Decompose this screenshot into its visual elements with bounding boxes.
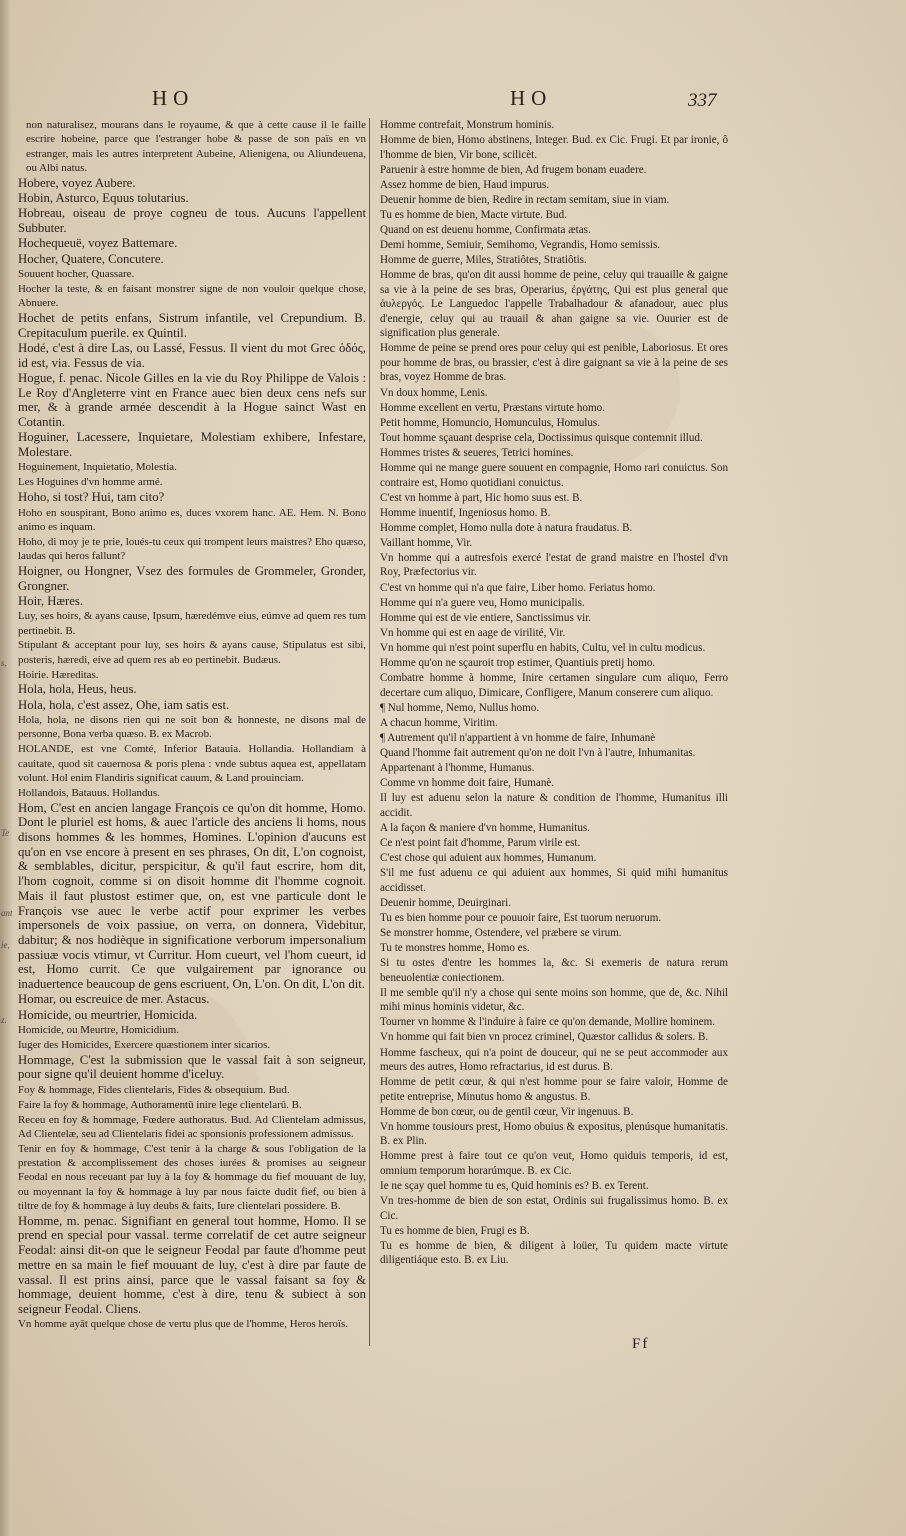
dictionary-entry: Homme de bien, Homo abstinens, Integer. Bud. ex Cic. Frugi. Et par ironie, ô l'homme de bien, Vir bone, scilicèt. [380, 134, 728, 161]
running-head-left: HO [152, 86, 195, 110]
dictionary-entry: A la façon & maniere d'vn homme, Humanitus. [380, 821, 590, 834]
dictionary-entry: Petit homme, Homuncio, Homunculus, Homulus. [380, 416, 601, 429]
running-head-right: HO [510, 86, 553, 110]
dictionary-entry: Ce n'est point fait d'homme, Parum virile est. [380, 836, 581, 849]
dictionary-entry: Tu es homme de bien, & diligent à loüer, Tu quidem macte virtute diligentiáque esto. B. ex Liu. [380, 1239, 728, 1267]
dictionary-entry: Paruenir à estre homme de bien, Ad frugem bonam euadere. [380, 163, 647, 176]
dictionary-entry: Comme vn homme doit faire, Humanè. [380, 777, 555, 790]
right-column [380, 118, 728, 1268]
dictionary-entry: S'il me fust aduenu ce qui aduient aux hommes, Si quid mihi humanitus accidisset. [380, 867, 728, 894]
dictionary-entry: Homme de bon cœur, ou de gentil cœur, Vir ingenuus. B. [380, 1105, 634, 1118]
dictionary-entry: Quand on est deuenu homme, Confirmata ætas. [380, 224, 591, 237]
dictionary-entry: Hoguiner, Lacessere, Inquietare, Molestiam exhibere, Infestare, Molestare. [18, 430, 366, 460]
dictionary-entry: C'est vn homme à part, Hic homo suus est. B. [380, 491, 583, 504]
dictionary-entry: Combatre homme à homme, Inire certamen singulare cum aliquo, Ferro decertare cum aliquo, Dimicare, Confligere, Manum conserere cum aliquo. [380, 672, 728, 699]
dictionary-entry: A chacun homme, Viritim. [380, 716, 498, 729]
dictionary-entry: Homme fascheux, qui n'a point de douceur, qui ne se peut accommoder aux meurs des autres, Homo refractarius, id est durus. B. [380, 1046, 728, 1073]
dictionary-entry: Hogue, f. penac. Nicole Gilles en la vie du Roy Philippe de Valois : Le Roy d'Angleterre vint en France auec bien deux cens nefs sur mer, & à grande armée descendit à la Hogue sainct Wast en Cotantin. [18, 371, 366, 430]
dictionary-entry: Deuenir homme, Deuirginari. [380, 896, 512, 909]
dictionary-entry: Vn homme qui a autresfois exercé l'estat de grand maistre en l'hostel d'vn Roy, Præfectorius vir. [380, 551, 728, 579]
margin-fragment: z. [1, 1015, 7, 1025]
binding-gutter [0, 0, 12, 1536]
column-rule [369, 118, 370, 1346]
margin-fragment: s. [1, 658, 7, 668]
dictionary-entry: Hochequeuë, voyez Battemare. [18, 236, 178, 251]
margin-fragment: Te [1, 828, 10, 838]
margin-fragment: ie, [1, 940, 10, 950]
dictionary-entry: Vn homme tousiours prest, Homo obuius & expositus, plenúsque humanitatis. B. ex Plin. [380, 1120, 728, 1148]
dictionary-entry: Hoho, si tost? Hui, tam cito? [18, 490, 165, 505]
dictionary-entry: Hola, hola, ne disons rien qui ne soit bon & honneste, ne disons mal de personne, Bona verba quæso. B. ex Macrob. [18, 714, 366, 741]
dictionary-entry: Foy & hommage, Fides clientelaris, Fides & obsequium. Bud. [18, 1083, 290, 1096]
dictionary-entry: Hocher, Quatere, Concutere. [18, 251, 164, 266]
dictionary-entry: Hoho en souspirant, Bono animo es, duces vxorem hanc. AE. Hem. N. Bono animo es inquam. [18, 506, 366, 533]
signature-mark: Ff [632, 1336, 650, 1352]
dictionary-entry: Homme qu'on ne sçauroit trop estimer, Quantiuis pretij homo. [380, 657, 656, 670]
dictionary-entry: Vn tres-homme de bien de son estat, Ordinis sui frugalissimus homo. B. ex Cic. [380, 1195, 728, 1222]
dictionary-entry: Homme qui n'a guere veu, Homo municipalis. [380, 596, 585, 609]
dictionary-entry: Ie ne sçay quel homme tu es, Quid hominis es? B. ex Terent. [380, 1179, 649, 1192]
dictionary-entry: Tu es homme de bien, Macte virtute. Bud. [380, 208, 567, 221]
dictionary-entry: Tu es bien homme pour ce pouuoir faire, Est tuorum neruorum. [380, 911, 662, 924]
dictionary-entry: Homicide, ou meurtrier, Homicida. [18, 1007, 198, 1022]
dictionary-entry: Homme inuentif, Ingeniosus homo. B. [380, 506, 551, 519]
dictionary-entry: Demi homme, Semiuir, Semihomo, Vegrandis, Homo semissis. [380, 239, 661, 252]
dictionary-entry: Homme qui est de vie entiere, Sanctissimus vir. [380, 611, 592, 624]
dictionary-entry: Hobreau, oiseau de proye cogneu de tous. Aucuns l'appellent Subbuter. [18, 206, 366, 236]
dictionary-entry: Faire la foy & hommage, Authoramentū inire lege clientelarū. B. [18, 1098, 302, 1111]
dictionary-entry: Homme de peine se prend ores pour celuy qui est penible, Laboriosus. Et ores pour homme de bras, ou brassier, c'est à dire gaignant sa vie à la peine de ses bras, voyez Homme de bras. [380, 342, 728, 384]
dictionary-entry: Hoir, Hæres. [18, 593, 84, 608]
left-column [18, 118, 366, 1332]
dictionary-entry: Quand l'homme fait autrement qu'on ne doit l'vn à l'autre, Inhumanitas. [380, 747, 696, 759]
dictionary-entry: Vn homme qui est en aage de virilité, Vir. [380, 626, 566, 639]
dictionary-entry: Iuger des Homicides, Exercere quæstionem inter sicarios. [18, 1038, 271, 1051]
dictionary-entry: Hommes tristes & seueres, Tetrici homines. [380, 446, 574, 459]
dictionary-entry: Il me semble qu'il n'y a chose qui sente moins son homme, que de, &c. Nihil mihi minus hominis videtur, &c. [380, 986, 728, 1014]
dictionary-entry: Hobin, Asturco, Equus tolutarius. [18, 191, 189, 206]
dictionary-entry: C'est chose qui aduient aux hommes, Humanum. [380, 852, 597, 865]
dictionary-entry: Tu te monstres homme, Homo es. [380, 942, 530, 955]
dictionary-entry: Homme excellent en vertu, Præstans virtute homo. [380, 401, 605, 414]
dictionary-entry: Deuenir homme de bien, Redire in rectam semitam, siue in viam. [380, 193, 670, 206]
dictionary-entry: Vn homme ayāt quelque chose de vertu plus que de l'homme, Heros heroïs. [18, 1318, 349, 1331]
dictionary-entry: Homme, m. penac. Signifiant en general tout homme, Homo. Il se prend en special pour vassal. terme correlatif de cet autre seigneur Feodal: ainsi dit-on que le seigneur Feodal par faute d'homme peut mettre en sa main le fief mouuant de luy, c'est à dire par faute de vassal. Il est prins ainsi, parce que le vassal faisant sa foy & hommage, deuient homme, c'est à dire, tenu & subiect à son seigneur Feodal. Cliens. [18, 1213, 366, 1316]
dictionary-entry: Souuent hocher, Quassare. [18, 267, 135, 280]
page-number: 337 [688, 90, 717, 111]
dictionary-entry: Si tu ostes d'entre les hommes la, &c. Si exemeris de natura rerum beneuolentiæ coniectionem. [380, 957, 728, 984]
dictionary-entry: Hocher la teste, & en faisant monstrer signe de non vouloir quelque chose, Abnuere. [18, 282, 366, 310]
dictionary-entry: Homme de bras, qu'on dit aussi homme de peine, celuy qui trauaille & gaigne sa vie à la peine de ses bras, Operarius, ἐργάτης, Qui est plus general que ἀυλεργός. Le Languedoc l'appelle Trabalhadour & afanadour, auec plus d'energie, celuy qui au trauail & ahan gaigne sa vie. Ouurier est de signification plus generale. [380, 269, 728, 340]
dictionary-entry: Tourner vn homme & l'induire à faire ce qu'on demande, Mollire hominem. [380, 1016, 716, 1029]
dictionary-entry: Hommage, C'est la submission que le vassal fait à son seigneur, pour signe qu'il deuient homme d'iceluy. [18, 1052, 366, 1082]
dictionary-entry: Hoigner, ou Hongner, Vsez des formules de Grommeler, Gronder, Grongner. [18, 563, 366, 593]
dictionary-entry: Homar, ou escreuice de mer. Astacus. [18, 992, 210, 1007]
dictionary-entry: Hollandois, Batauus. Hollandus. [18, 786, 160, 799]
dictionary-entry: Tout homme sçauant desprise cela, Doctissimus quisque contemnit illud. [380, 431, 703, 444]
dictionary-entry: Hoho, di moy je te prie, loués-tu ceux qui trompent leurs maistres? Eho quæso, laudas qui heros fallunt? [18, 535, 366, 563]
dictionary-entry: Vn homme qui n'est point superflu en habits, Cultu, vel in cultu modicus. [380, 641, 706, 654]
dictionary-entry: Appartenant à l'homme, Humanus. [380, 762, 535, 775]
dictionary-entry: Hochet de petits enfans, Sistrum infantile, vel Crepundium. B. Crepitaculum puerile. ex Quintil. [18, 311, 366, 340]
dictionary-entry: Receu en foy & hommage, Fœdere authoratus. Bud. Ad Clientelam admissus, Ad Clientelæ, seu ad Clientelaris fidei ac sponsionis professionem admissus. [18, 1113, 366, 1140]
dictionary-entry: Hobere, voyez Aubere. [18, 175, 136, 190]
dictionary-entry: ¶ Autrement qu'il n'appartient à vn homme de faire, Inhumanè [380, 731, 656, 744]
dictionary-entry: Stipulant & acceptant pour luy, ses hoirs & ayans cause, Stipulatus est sibi, posteris, hæredi, eíve ad quem res ab eo pertinebit. Budæus. [18, 639, 366, 666]
dictionary-entry: Hoguinement, Inquietatio, Molestia. [18, 461, 177, 474]
dictionary-entry: Hoirie. Hæreditas. [18, 668, 99, 681]
dictionary-entry: Les Hoguines d'vn homme armé. [18, 476, 163, 489]
dictionary-entry: Se monstrer homme, Ostendere, vel præbere se virum. [380, 926, 622, 939]
dictionary-entry: Hola, hola, c'est assez, Ohe, iam satis est. [18, 697, 230, 712]
dictionary-entry: Homme de petit cœur, & qui n'est homme pour se faire valoir, Homme de petite entreprise, Minutus homo & angustus. B. [380, 1076, 728, 1103]
dictionary-entry: Hodé, c'est à dire Las, ou Lassé, Fessus. Il vient du mot Grec ὁδός, id est, via. Fessus de via. [18, 341, 366, 370]
dictionary-entry: ¶ Nul homme, Nemo, Nullus homo. [380, 701, 540, 714]
dictionary-entry: Hom, C'est en ancien langage François ce qu'on dit homme, Homo. Dont le pluriel est homs, & auec l'article des anciens li homs, nous disons hommes & les hommes, Homines. L'opinion d'aucuns est qu'on en vse encore à present en ses phrases, On dit, L'on cognoist, & semblables, dicitur, perspicitur, & qu'il faut escrire, hom dit, l'hom cognoit, comme si on disoit homme dit l'homme cognoit. Mais il faut plustost estimer que, on, est vne particule dont le François vse auec le verbe actif pour exprimer les verbes impersonels de voix passiue, on verra, on donnera, Videbitur, dabitur; & nos hodièque in significatione verborum impersonalium passiuæ vocis vtimur, vt Curritur. Hom cueurt, vel l'hom cueurt, id est, Homo currit. Ce que vulgairement par ignorance ou inaduertence beaucoup de gens escriuent, On, L'on. On dit, L'on dit. [18, 800, 366, 992]
dictionary-entry: C'est vn homme qui n'a que faire, Liber homo. Feriatus homo. [380, 581, 656, 594]
dictionary-entry: Vn doux homme, Lenis. [380, 386, 488, 399]
dictionary-entry: Luy, ses hoirs, & ayans cause, Ipsum, hæredémve eius, eúmve ad quem res tum pertinebit. B. [18, 610, 366, 637]
dictionary-entry: Homme complet, Homo nulla dote à natura fraudatus. B. [380, 521, 633, 534]
dictionary-entry: Hola, hola, Heus, heus. [18, 682, 137, 697]
dictionary-entry: non naturalisez, mourans dans le royaume, & que à cette cause il le faille escrire hobeine, parce que l'estranger hobe & passe de son païs en vn estranger, mais les autres interpretent Aubeine, Alienigena, ou Aliundeuena, ou Albi natus. [26, 119, 366, 174]
dictionary-entry: Assez homme de bien, Haud impurus. [380, 178, 550, 191]
dictionary-entry: Vn homme qui fait bien vn procez criminel, Quæstor callidus & solers. B. [380, 1031, 709, 1044]
dictionary-entry: Tenir en foy & hommage, C'est tenir à la charge & sous l'obligation de la prestation & accomplissement des choses iurées & promises au seigneur Feodal en nous receuant par luy à la foy & hommage du fief mouuant de luy, ou moyennant la foy & hommage à luy par nous faicte dudit fief, ou bien à tiltre de foy & hommage à luy deubs & faits, Iure clientelari possidere. B. [18, 1142, 366, 1212]
dictionary-entry: Tu es homme de bien, Frugi es B. [380, 1224, 530, 1237]
dictionary-entry: Il luy est aduenu selon la nature & condition de l'homme, Humanitus illi accidit. [380, 792, 728, 819]
dictionary-entry: Homicide, ou Meurtre, Homicidium. [18, 1023, 179, 1036]
dictionary-entry: Homme prest à faire tout ce qu'on veut, Homo quiduis temporis, id est, omnium temporum horarúmque. B. ex Cic. [380, 1150, 728, 1177]
margin-fragment: ant [1, 908, 13, 918]
dictionary-entry: HOLANDE, est vne Comté, Inferior Batauia. Hollandia. Hollandiam à cauitate, quod sit cauernosa & poris plena : vnde subtus aquea est, appellatam volunt. Hol enim Flandiris significat cauum, & Land prouinciam. [18, 743, 366, 784]
dictionary-entry: Homme qui ne mange guere souuent en compagnie, Homo rari conuictus. Son contraire est, Homo quotidiani conuictus. [380, 462, 728, 489]
dictionary-entry: Homme contrefait, Monstrum hominis. [380, 119, 555, 131]
dictionary-entry: Homme de guerre, Miles, Stratiôtes, Stratiôtis. [380, 254, 587, 267]
dictionary-entry: Vaillant homme, Vir. [380, 536, 473, 549]
